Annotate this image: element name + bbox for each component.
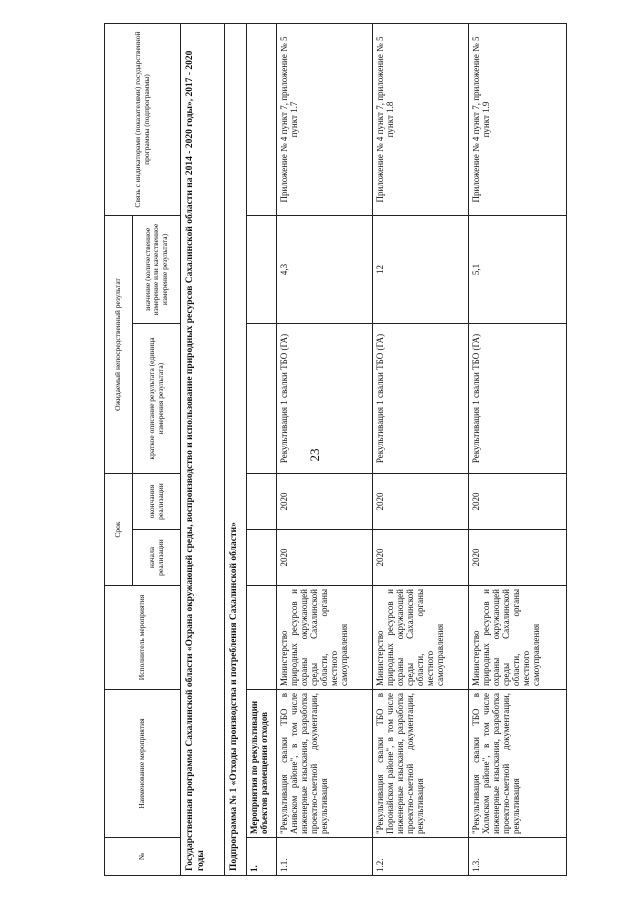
row-num: 1.3. <box>469 838 567 876</box>
empty-cell <box>247 474 277 530</box>
empty-cell <box>247 530 277 586</box>
row-desc: Рекультивация 1 свалки ТБО (ГА) <box>469 324 567 474</box>
header-result: Ожидаемый непосредственный результат <box>105 216 133 474</box>
section-name: Мероприятия по рекультивации объектов размещения отходов <box>247 690 277 838</box>
empty-cell <box>247 24 277 216</box>
subprogram-row <box>225 24 247 876</box>
row-num: 1.2. <box>373 838 469 876</box>
row-name: "Рекультивация свалки ТБО в Анивском районе", в том числе инженерные изыскания, разработка проектно-сметной документации, рекультивация <box>277 690 373 838</box>
header-num: № <box>105 838 181 876</box>
row-desc: Рекультивация 1 свалки ТБО (ГА) <box>277 324 373 474</box>
header-term-start: начала реализации <box>133 530 181 586</box>
table-row <box>277 24 373 876</box>
empty-cell <box>247 586 277 690</box>
header-name: Наименование мероприятия <box>105 690 181 838</box>
row-link: Приложение № 4 пункт 7, приложение № 5 пункт 1.9 <box>469 24 567 216</box>
row-executor: Министерство природных ресурсов и охраны окружающей среды Сахалинской области, органы местного самоуправления <box>469 586 567 690</box>
header-executor: Исполнитель мероприятия <box>105 586 181 690</box>
table-row <box>373 24 469 876</box>
row-value: 12 <box>373 216 469 324</box>
header-row-1 <box>105 24 133 876</box>
row-executor: Министерство природных ресурсов и охраны окружающей среды Сахалинской области, органы местного самоуправления <box>373 586 469 690</box>
row-executor: Министерство природных ресурсов и охраны окружающей среды Сахалинской области, органы местного самоуправления <box>277 586 373 690</box>
header-result-desc: краткое описание результата (единица измерения результата) <box>133 324 181 474</box>
row-end: 2020 <box>373 474 469 530</box>
table-row <box>469 24 567 876</box>
header-term: Срок <box>105 474 133 586</box>
row-start: 2020 <box>469 530 567 586</box>
row-name: "Рекультивация свалки ТБО в Поронайском районе", в том числе инженерные изыскания, разработка проектно-сметной документации, рекультивация <box>373 690 469 838</box>
header-link: Связь с индикаторами (показателями) государственной программы (подпрограммы) <box>105 24 181 216</box>
row-value: 4,3 <box>277 216 373 324</box>
header-result-value: значение (количественное измерение или качественное измерение результата) <box>133 216 181 324</box>
row-link: Приложение № 4 пункт 7, приложение № 5 пункт 1.7 <box>277 24 373 216</box>
section-row <box>247 24 277 876</box>
header-term-end: окончания реализации <box>133 474 181 530</box>
page-number: 23 <box>307 448 322 462</box>
empty-cell <box>247 216 277 324</box>
empty-cell <box>247 324 277 474</box>
row-name: "Рекультивация свалки ТБО в Холмском районе", в том числе инженерные изыскания, разработка проектно-сметной документации, рекультивация <box>469 690 567 838</box>
row-start: 2020 <box>373 530 469 586</box>
row-start: 2020 <box>277 530 373 586</box>
measures-table <box>104 23 567 876</box>
rotated-page <box>104 24 568 876</box>
section-num: 1. <box>247 838 277 876</box>
row-value: 5,1 <box>469 216 567 324</box>
row-end: 2020 <box>469 474 567 530</box>
row-desc: Рекультивация 1 свалки ТБО (ГА) <box>373 324 469 474</box>
row-end: 2020 <box>277 474 373 530</box>
program-title: Государственная программа Сахалинской области «Охрана окружающей среды, воспроизводство и использование природных ресурсов Сахалинской области на 2014 - 2020 годы», 2017 - 2020 годы <box>181 24 225 876</box>
subprogram-title: Подпрограмма № 1 «Отходы производства и потребления Сахалинской области» <box>225 24 247 876</box>
row-num: 1.1. <box>277 838 373 876</box>
row-link: Приложение № 4 пункт 7, приложение № 5 пункт 1.8 <box>373 24 469 216</box>
program-row <box>181 24 225 876</box>
